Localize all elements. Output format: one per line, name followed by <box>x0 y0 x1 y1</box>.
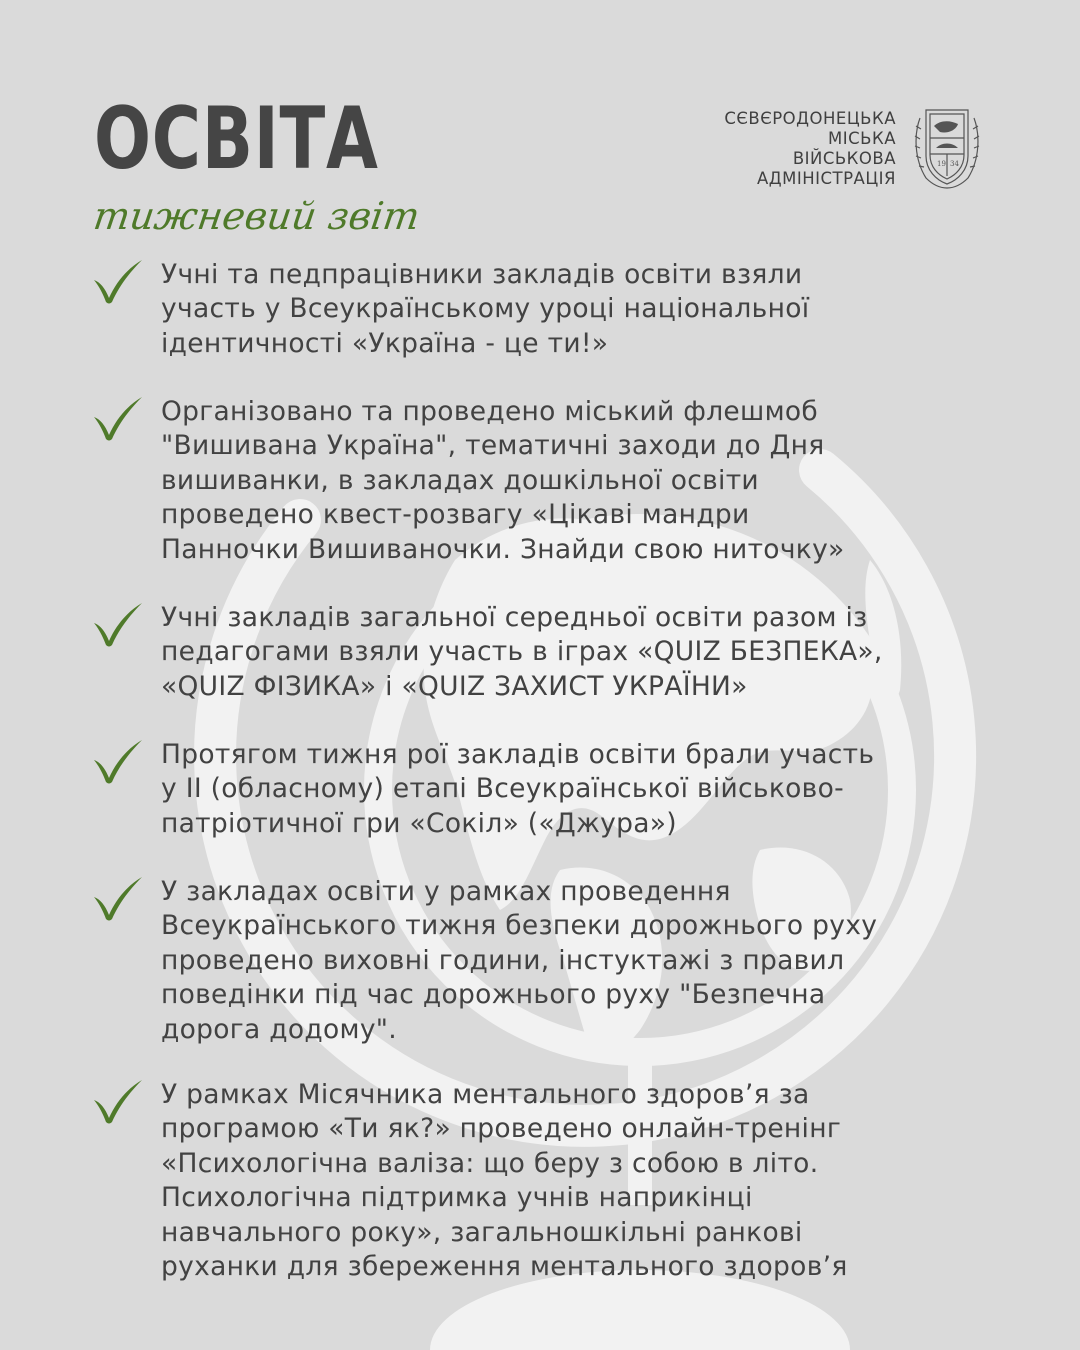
checkmark-icon <box>92 601 144 647</box>
organization-line: МІСЬКА <box>828 129 896 148</box>
organization-line: ВІЙСЬКОВА <box>792 149 896 168</box>
item-text: У рамках Місячника ментального здоров’я за програмою «Ти як?» проведено онлайн-тренінг «Психологічна валіза: що беру з собою в літо. Психологічна підтримка учнів наприкінці навчального року», загальношкільні ранкові руханки для збереження ментального здоров’я <box>161 1079 848 1283</box>
page-subtitle: тижневий звіт <box>90 194 423 238</box>
item-text: Протягом тижня рої закладів освіти брали участь у ІІ (обласному) етапі Всеукраїнської військово- патріотичної гри «Сокіл» («Джура») <box>161 739 875 839</box>
checkmark-icon <box>92 875 144 921</box>
organization-line: СЄВЄРОДОНЕЦЬКА <box>724 109 896 128</box>
emblem-year-right: 34 <box>950 160 959 168</box>
item-text: Організовано та проведено міський флешмоб "Вишивана Україна", тематичні заходи до Дня вишиванки, в закладах дошкільної освіти проведено квест-розвагу «Цікаві мандри Панночки Вишиваночки. Знайди свою ниточку» <box>161 396 845 565</box>
city-emblem-icon <box>906 104 988 190</box>
item-text: Учні закладів загальної середньої освіти разом із педагогами взяли участь в іграх «QUIZ БЕЗПЕКА», «QUIZ ФІЗИКА» і «QUIZ ЗАХИСТ УКРАЇНИ» <box>161 602 883 702</box>
emblem-year-left: 19 <box>937 160 946 168</box>
checkmark-icon <box>92 258 144 304</box>
checkmark-icon <box>92 738 144 784</box>
organization-name <box>724 109 896 189</box>
checkmark-icon <box>92 395 144 441</box>
item-text: У закладах освіти у рамках проведення Всеукраїнського тижня безпеки дорожнього руху проведено виховні години, інстуктажі з правил поведінки під час дорожнього руху "Безпечна дорога додому". <box>161 876 878 1045</box>
page-title: ОСВІТА <box>94 89 379 189</box>
organization-line: АДМІНІСТРАЦІЯ <box>756 169 896 188</box>
checkmark-icon <box>92 1078 144 1124</box>
item-text: Учні та педпрацівники закладів освіти взяли участь у Всеукраїнському уроці національної ідентичності «Україна - це ти!» <box>161 259 810 359</box>
